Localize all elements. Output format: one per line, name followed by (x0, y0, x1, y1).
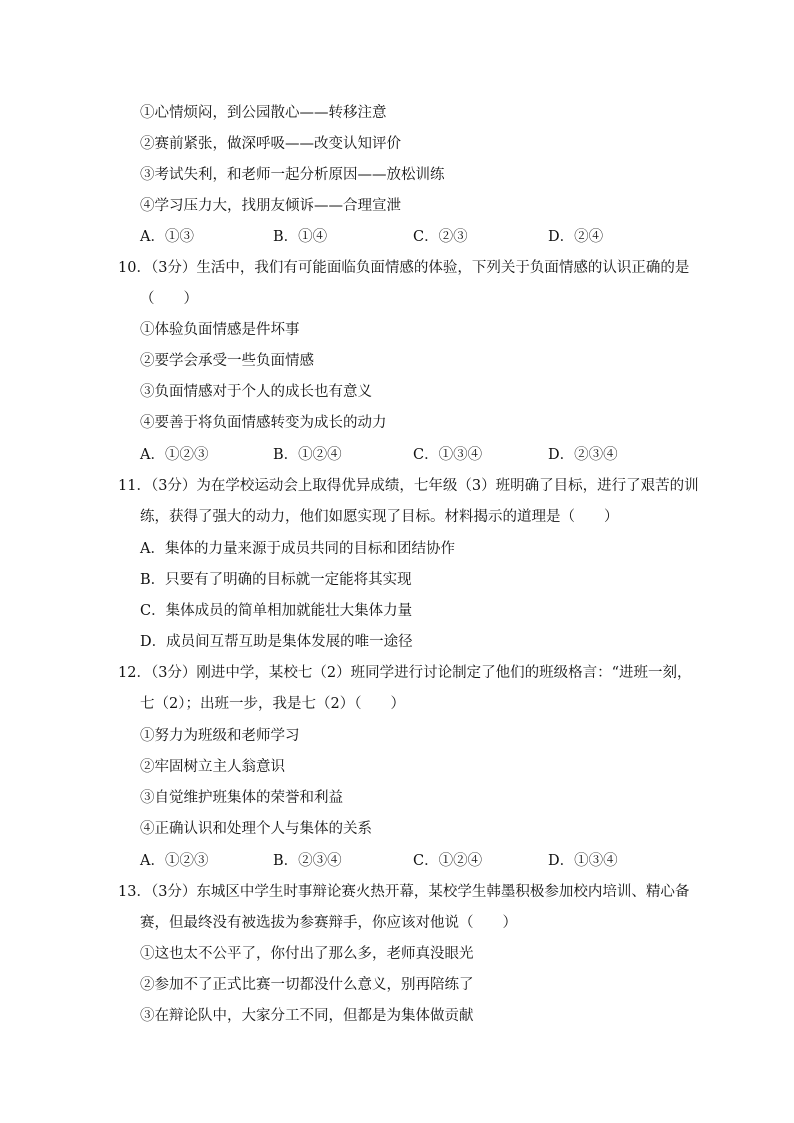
q11-choice-c[interactable]: C．集体成员的简单相加就能壮大集体力量 (140, 603, 413, 619)
q13-item-2: ②参加不了正式比赛一切都没什么意义，别再陪练了 (140, 977, 474, 993)
q12-item-1: ①努力为班级和老师学习 (140, 728, 300, 744)
q9-item-2: ②赛前紧张，做深呼吸——改变认知评价 (140, 136, 401, 152)
q11-stem-line2: 练，获得了强大的动力，他们如愿实现了目标。材料揭示的道理是（ ） (140, 509, 619, 525)
q10-item-2: ②要学会承受一些负面情感 (140, 353, 314, 369)
q9-option-b[interactable]: B．①④ (273, 229, 328, 245)
q9-option-a[interactable]: A．①③ (140, 229, 194, 245)
q11-choice-a[interactable]: A．集体的力量来源于成员共同的目标和团结协作 (140, 541, 455, 557)
q13-item-1: ①这也太不公平了，你付出了那么多，老师真没眼光 (140, 946, 474, 962)
q11-stem-line1: 11．（3分）为在学校运动会上取得优异成绩，七年级（3）班明确了目标，进行了艰苦的训 (118, 478, 699, 494)
q11-choice-d[interactable]: D．成员间互帮互助是集体发展的唯一途径 (140, 634, 413, 650)
q11-choice-b[interactable]: B．只要有了明确的目标就一定能将其实现 (140, 572, 412, 588)
q12-stem-line2: 七（2）；出班一步，我是七（2）（ ） (140, 696, 405, 712)
q13-stem-line1: 13．（3分）东城区中学生时事辩论赛火热开幕，某校学生韩墨积极参加校内培训、精心备 (118, 884, 690, 900)
q10-stem-line1: 10．（3分）生活中，我们有可能面临负面情感的体验，下列关于负面情感的认识正确的是 (118, 260, 690, 276)
q12-item-2: ②牢固树立主人翁意识 (140, 759, 285, 775)
q12-item-4: ④正确认识和处理个人与集体的关系 (140, 821, 372, 837)
q10-item-3: ③负面情感对于个人的成长也有意义 (140, 384, 372, 400)
q10-option-a[interactable]: A．①②③ (140, 447, 209, 463)
q9-item-1: ①心情烦闷，到公园散心——转移注意 (140, 105, 387, 121)
q9-item-4: ④学习压力大，找朋友倾诉——合理宣泄 (140, 198, 401, 214)
q10-stem-line2: （ ） (140, 291, 198, 307)
q10-option-c[interactable]: C．①③④ (413, 447, 483, 463)
q10-option-b[interactable]: B．①②④ (273, 447, 342, 463)
q10-item-4: ④要善于将负面情感转变为成长的动力 (140, 415, 387, 431)
q9-option-d[interactable]: D．②④ (548, 229, 604, 245)
q12-option-d[interactable]: D．①③④ (548, 853, 618, 869)
q9-option-c[interactable]: C．②③ (413, 229, 468, 245)
q12-option-c[interactable]: C．①②④ (413, 853, 483, 869)
q12-option-b[interactable]: B．②③④ (273, 853, 342, 869)
q12-item-3: ③自觉维护班集体的荣誉和利益 (140, 790, 343, 806)
q9-item-3: ③考试失利，和老师一起分析原因——放松训练 (140, 167, 445, 183)
q10-item-1: ①体验负面情感是件坏事 (140, 322, 300, 338)
q13-item-3: ③在辩论队中，大家分工不同，但都是为集体做贡献 (140, 1008, 474, 1024)
q12-option-a[interactable]: A．①②③ (140, 853, 209, 869)
q12-stem-line1: 12．（3分）刚进中学，某校七（2）班同学进行讨论制定了他们的班级格言：“进班一刻， (118, 665, 692, 681)
q13-stem-line2: 赛，但最终没有被选拔为参赛辩手，你应该对他说（ ） (140, 915, 517, 931)
q10-option-d[interactable]: D．②③④ (548, 447, 618, 463)
